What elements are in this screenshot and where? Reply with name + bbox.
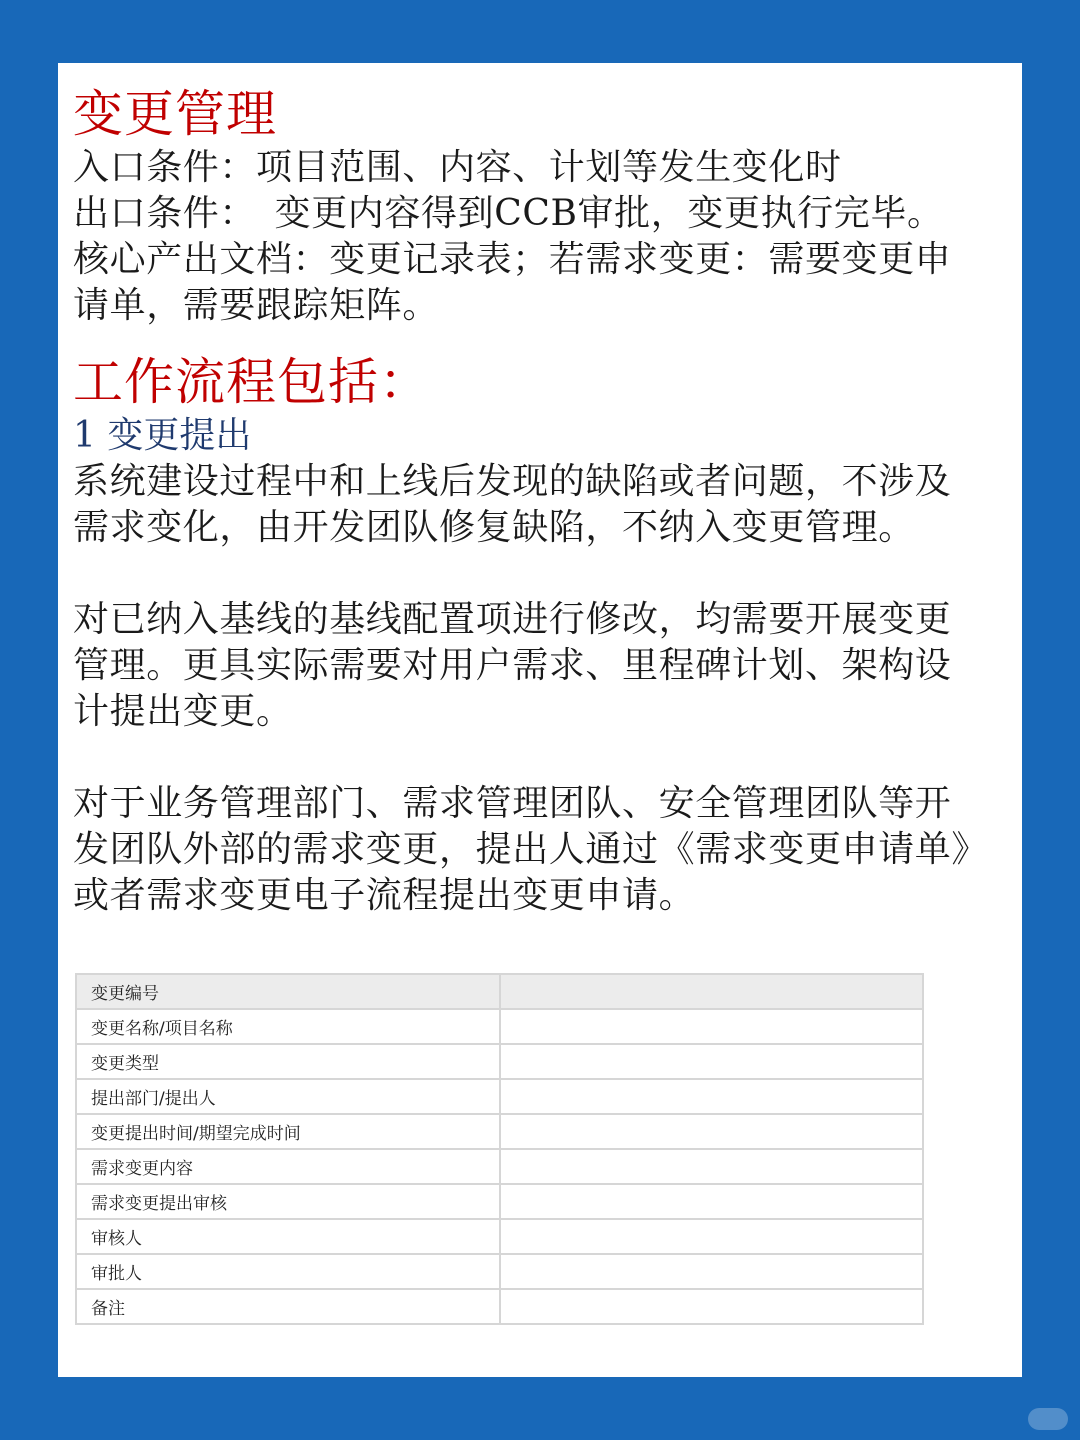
entry-condition-line: 入口条件：项目范围、内容、计划等发生变化时 xyxy=(73,147,842,188)
form-label: 审批人 xyxy=(76,1254,500,1289)
form-value-cell xyxy=(500,1254,923,1289)
table-row xyxy=(76,1044,923,1079)
paragraph-line: 需求变化，由开发团队修复缺陷，不纳入变更管理。 xyxy=(73,507,915,548)
paragraph-line: 系统建设过程中和上线后发现的缺陷或者问题，不涉及 xyxy=(73,461,952,502)
form-label: 需求变更提出审核 xyxy=(76,1184,500,1219)
document-content xyxy=(73,83,993,919)
table-row xyxy=(76,1184,923,1219)
table-row xyxy=(76,1114,923,1149)
table-row xyxy=(76,1009,923,1044)
form-label: 提出部门/提出人 xyxy=(76,1079,500,1114)
table-row xyxy=(76,1289,923,1324)
form-value-cell xyxy=(500,1184,923,1219)
paragraph-line: 对已纳入基线的基线配置项进行修改，均需要开展变更 xyxy=(73,599,952,640)
form-label: 变更类型 xyxy=(76,1044,500,1079)
section-title-change-management: 变更管理 xyxy=(73,85,277,143)
form-label: 变更名称/项目名称 xyxy=(76,1009,500,1044)
paragraph-line: 发团队外部的需求变更，提出人通过《需求变更申请单》 xyxy=(73,829,989,870)
exit-condition-line: 出口条件： 变更内容得到CCB审批，变更执行完毕。 xyxy=(73,193,944,234)
form-value-cell xyxy=(500,974,923,1009)
conditions-paragraph xyxy=(73,145,993,329)
section-title-workflow: 工作流程包括： xyxy=(73,353,430,411)
form-label: 需求变更内容 xyxy=(76,1149,500,1184)
form-value-cell xyxy=(500,1149,923,1184)
table-row xyxy=(76,1079,923,1114)
table-row xyxy=(76,1219,923,1254)
table-row xyxy=(76,1149,923,1184)
document-card xyxy=(58,63,1022,1377)
paragraph-line: 或者需求变更电子流程提出变更申请。 xyxy=(73,875,696,916)
form-label: 变更提出时间/期望完成时间 xyxy=(76,1114,500,1149)
form-value-cell xyxy=(500,1079,923,1114)
core-output-line-1: 核心产出文档：变更记录表；若需求变更：需要变更申 xyxy=(73,239,952,280)
form-label: 变更编号 xyxy=(76,974,500,1009)
step-title: 1 变更提出 xyxy=(73,415,252,456)
table-row xyxy=(76,1254,923,1289)
form-value-cell xyxy=(500,1114,923,1149)
form-value-cell xyxy=(500,1044,923,1079)
form-label: 备注 xyxy=(76,1289,500,1324)
paragraph-line: 计提出变更。 xyxy=(73,691,293,732)
form-value-cell xyxy=(500,1009,923,1044)
paragraph-external-request xyxy=(73,781,993,919)
form-value-cell xyxy=(500,1219,923,1254)
form-label: 审核人 xyxy=(76,1219,500,1254)
form-value-cell xyxy=(500,1289,923,1324)
paragraph-baseline xyxy=(73,597,993,735)
change-request-form-table xyxy=(75,973,924,1325)
watermark-logo xyxy=(1028,1408,1068,1430)
paragraph-line: 对于业务管理部门、需求管理团队、安全管理团队等开 xyxy=(73,783,952,824)
paragraph-line: 管理。更具实际需要对用户需求、里程碑计划、架构设 xyxy=(73,645,952,686)
paragraph-defects xyxy=(73,459,993,551)
table-row xyxy=(76,974,923,1009)
core-output-line-2: 请单，需要跟踪矩阵。 xyxy=(73,285,440,326)
